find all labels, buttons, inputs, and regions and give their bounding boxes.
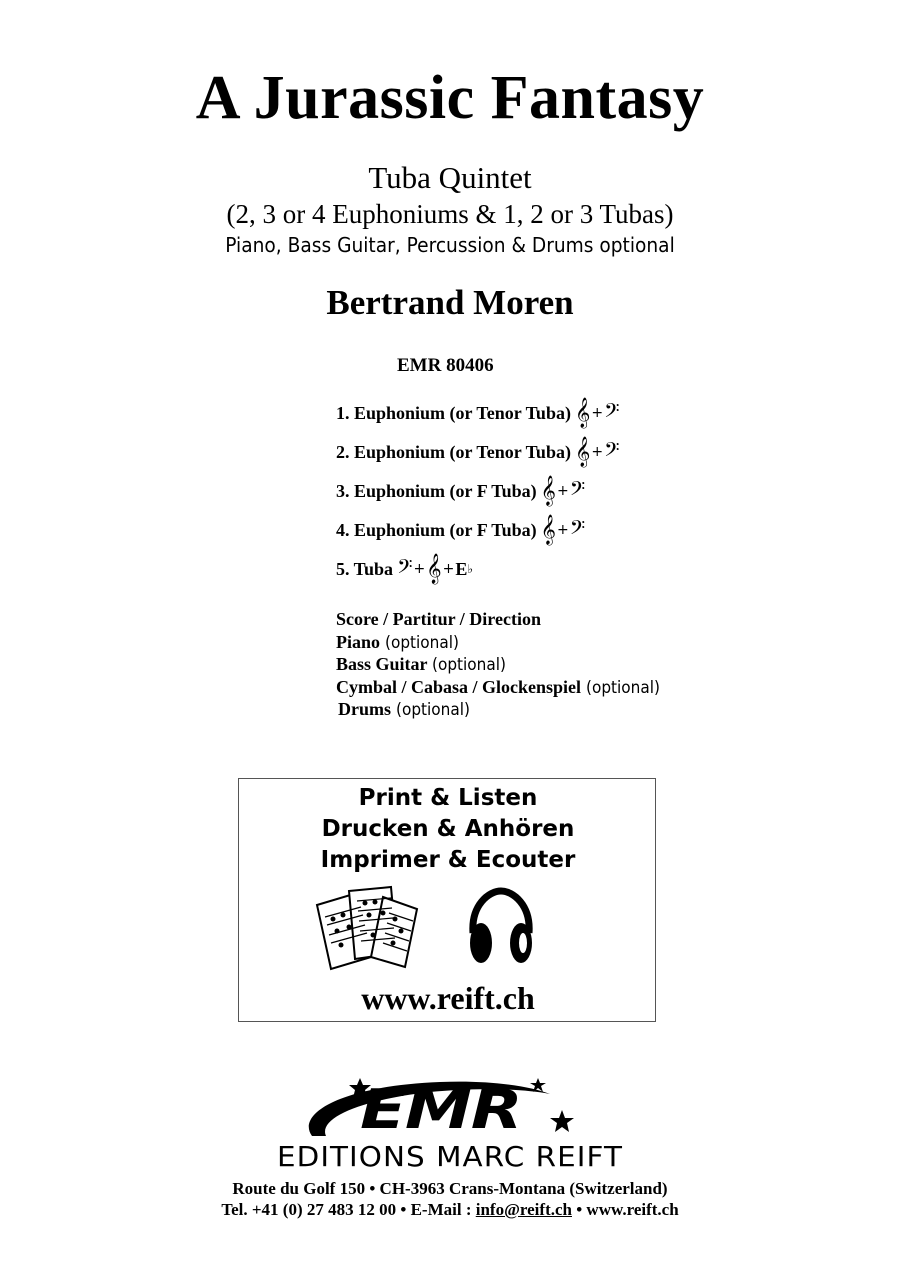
extra-note: (optional) bbox=[585, 678, 660, 698]
extra-note: (optional) bbox=[432, 655, 506, 675]
web-text: • www.reift.ch bbox=[571, 1200, 679, 1219]
optional-instruments: Piano, Bass Guitar, Percussion & Drums optional bbox=[225, 233, 675, 257]
extra-name: Bass Guitar bbox=[336, 654, 428, 674]
part-item bbox=[336, 476, 586, 506]
part-item bbox=[336, 515, 586, 545]
page-title: A Jurassic Fantasy bbox=[195, 64, 705, 132]
treble-bass-clef-icon: 𝄞 + 𝄢 bbox=[540, 515, 586, 545]
promo-line: Drucken & Anhören bbox=[321, 816, 575, 842]
part-label: 2. Euphonium (or Tenor Tuba) bbox=[336, 442, 571, 462]
composer-name: Bertrand Moren bbox=[326, 283, 574, 322]
e-flat-label: E bbox=[455, 559, 468, 579]
bass-treble-clef-icon: 𝄢 + 𝄞 + E ♭ bbox=[397, 554, 474, 584]
instrumentation: (2, 3 or 4 Euphoniums & 1, 2 or 3 Tubas) bbox=[226, 199, 674, 229]
email-link[interactable]: info@reift.ch bbox=[475, 1200, 572, 1219]
extra-name: Drums bbox=[338, 699, 391, 719]
extra-name: Cymbal / Cabasa / Glockenspiel bbox=[336, 677, 582, 697]
extra-item bbox=[336, 608, 541, 630]
part-label: 5. Tuba bbox=[336, 559, 394, 579]
extra-item bbox=[336, 653, 514, 676]
promo-line: Print & Listen bbox=[358, 785, 538, 811]
part-label: 4. Euphonium (or F Tuba) bbox=[336, 520, 537, 540]
extra-item bbox=[336, 631, 467, 654]
publisher-contact bbox=[0, 1199, 900, 1221]
sheet-music-icon bbox=[313, 883, 425, 973]
emr-logo: EMR bbox=[360, 1078, 522, 1141]
phone-text: Tel. +41 (0) 27 483 12 00 • E-Mail : bbox=[221, 1200, 476, 1219]
extra-name: Score / Partitur / Direction bbox=[336, 609, 541, 629]
extra-note: (optional) bbox=[395, 700, 470, 720]
promo-line: Imprimer & Ecouter bbox=[320, 847, 576, 873]
extra-item bbox=[336, 676, 668, 699]
part-item bbox=[336, 554, 474, 584]
part-label: 1. Euphonium (or Tenor Tuba) bbox=[336, 403, 571, 423]
part-label: 3. Euphonium (or F Tuba) bbox=[336, 481, 537, 501]
website-link[interactable]: www.reift.ch bbox=[361, 980, 535, 1016]
publisher-address: Route du Golf 150 • CH-3963 Crans-Montana (Switzerland) bbox=[232, 1179, 668, 1198]
catalog-number: EMR 80406 bbox=[397, 355, 494, 376]
extra-note: (optional) bbox=[384, 633, 459, 653]
print-listen-box bbox=[238, 778, 656, 1022]
extra-item bbox=[338, 698, 478, 721]
treble-bass-clef-icon: 𝄞 + 𝄢 bbox=[574, 398, 620, 428]
part-item bbox=[336, 437, 620, 467]
part-item bbox=[336, 398, 620, 428]
treble-bass-clef-icon: 𝄞 + 𝄢 bbox=[540, 476, 586, 506]
headphones-icon bbox=[465, 887, 537, 971]
extra-name: Piano bbox=[336, 632, 381, 652]
publisher-name: EDITIONS MARC REIFT bbox=[277, 1140, 623, 1173]
subtitle: Tuba Quintet bbox=[368, 160, 532, 195]
treble-bass-clef-icon: 𝄞 + 𝄢 bbox=[574, 437, 620, 467]
